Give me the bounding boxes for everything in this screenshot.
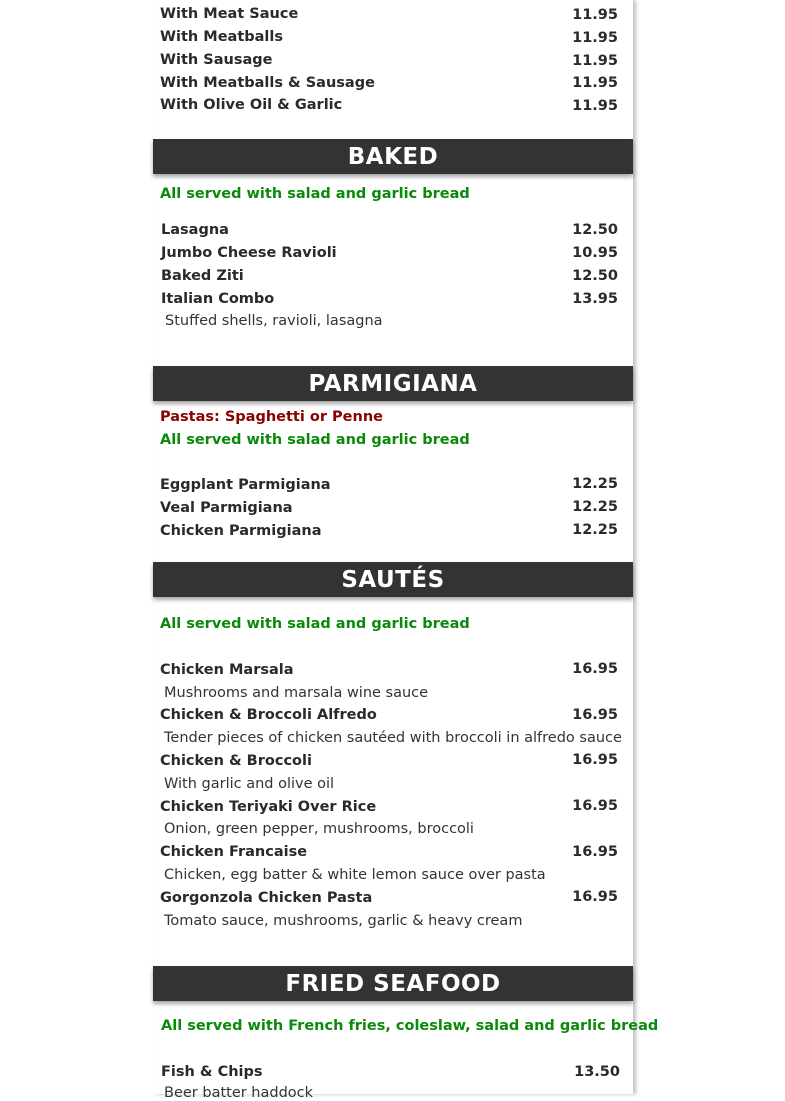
menu-item-name: Jumbo Cheese Ravioli	[161, 245, 337, 261]
menu-item-price: 11.95	[572, 75, 618, 91]
menu-item-price: 10.95	[572, 245, 618, 261]
menu-item-name: Italian Combo	[161, 291, 275, 307]
section-header-fried-seafood: FRIED SEAFOOD	[153, 966, 633, 1001]
section-note: All served with salad and garlic bread	[160, 616, 470, 632]
menu-item-price: 11.95	[572, 53, 618, 69]
menu-item-name: With Olive Oil & Garlic	[160, 97, 343, 113]
menu-item-price: 12.50	[572, 222, 618, 238]
menu-item-description: Tomato sauce, mushrooms, garlic & heavy cream	[164, 913, 523, 929]
menu-item-name: With Meat Sauce	[160, 6, 299, 22]
menu-item-description: Onion, green pepper, mushrooms, broccoli	[164, 821, 474, 837]
section-note: All served with French fries, coleslaw, salad and garlic bread	[161, 1018, 659, 1034]
menu-item-description: With garlic and olive oil	[164, 776, 335, 792]
menu-item-name: Chicken Francaise	[160, 844, 308, 860]
menu-item-price: 16.95	[572, 889, 618, 905]
section-header-sautes: SAUTÉS	[153, 562, 633, 597]
menu-item-name: With Sausage	[160, 52, 273, 68]
menu-item-price: 16.95	[572, 707, 618, 723]
menu-item-price: 16.95	[572, 798, 618, 814]
menu-item-name: Chicken & Broccoli Alfredo	[160, 707, 377, 723]
section-note: All served with salad and garlic bread	[160, 432, 470, 448]
menu-item-name: Chicken Teriyaki Over Rice	[160, 799, 377, 815]
menu-item-price: 16.95	[572, 844, 618, 860]
section-header-parmigiana: PARMIGIANA	[153, 366, 633, 401]
section-header-baked: BAKED	[153, 139, 633, 174]
menu-item-price: 11.95	[572, 7, 618, 23]
menu-item-price: 12.50	[572, 268, 618, 284]
menu-item-price: 12.25	[572, 499, 618, 515]
menu-item-name: Lasagna	[161, 222, 229, 238]
section-note: All served with salad and garlic bread	[160, 186, 470, 202]
pasta-note: Pastas: Spaghetti or Penne	[160, 409, 383, 425]
menu-item-description: Beer batter haddock	[164, 1085, 314, 1101]
menu-item-description: Stuffed shells, ravioli, lasagna	[165, 313, 383, 329]
menu-item-price: 11.95	[572, 98, 618, 114]
menu-item-price: 13.50	[574, 1064, 620, 1080]
menu-item-name: Fish & Chips	[161, 1064, 263, 1080]
menu-item-name: Gorgonzola Chicken Pasta	[160, 890, 373, 906]
menu-item-price: 12.25	[572, 476, 618, 492]
menu-item-name: Eggplant Parmigiana	[160, 477, 331, 493]
menu-item-description: Chicken, egg batter & white lemon sauce over pasta	[164, 867, 546, 883]
menu-item-price: 11.95	[572, 30, 618, 46]
menu-item-price: 16.95	[572, 661, 618, 677]
menu-item-name: Chicken & Broccoli	[160, 753, 312, 769]
menu-item-price: 13.95	[572, 291, 618, 307]
menu-item-price: 16.95	[572, 752, 618, 768]
menu-item-name: Chicken Marsala	[160, 662, 294, 678]
menu-item-name: Chicken Parmigiana	[160, 523, 322, 539]
menu-item-name: With Meatballs	[160, 29, 283, 45]
menu-item-name: Veal Parmigiana	[160, 500, 293, 516]
menu-item-name: Baked Ziti	[161, 268, 244, 284]
menu-item-description: Tender pieces of chicken sautéed with broccoli in alfredo sauce	[164, 730, 622, 746]
menu-item-description: Mushrooms and marsala wine sauce	[164, 685, 429, 701]
menu-item-price: 12.25	[572, 522, 618, 538]
menu-item-name: With Meatballs & Sausage	[160, 75, 375, 91]
